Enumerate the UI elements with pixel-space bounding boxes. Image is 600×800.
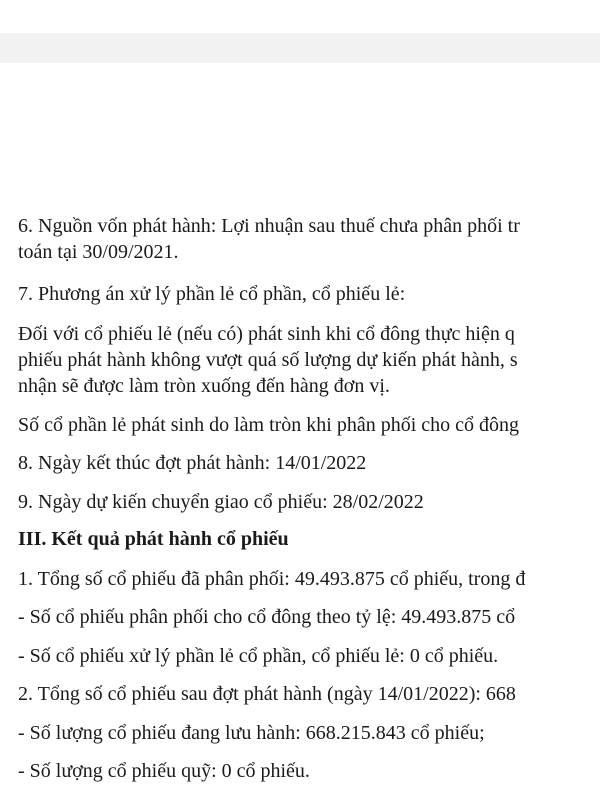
result-2-outstanding-shares: - Số lượng cổ phiếu đang lưu hành: 668.215.843 cổ phiếu; <box>18 722 485 744</box>
section-7-title: 7. Phương án xử lý phần lẻ cổ phần, cổ phiếu lẻ: <box>18 283 406 305</box>
odd-shares-sentence: Số cổ phần lẻ phát sinh do làm tròn khi phân phối cho cổ đông <box>18 414 520 436</box>
section-7-paragraph-line-2: phiếu phát hành không vượt quá số lượng dự kiến phát hành, s <box>18 349 518 371</box>
section-iii-heading: III. Kết quả phát hành cổ phiếu <box>18 528 289 550</box>
result-2-treasury-shares: - Số lượng cổ phiếu quỹ: 0 cổ phiếu. <box>18 760 310 782</box>
section-6-continuation: toán tại 30/09/2021. <box>18 241 179 263</box>
result-1-distributed-by-ratio: - Số cổ phiếu phân phối cho cổ đông theo tỷ lệ: 49.493.875 cổ <box>18 606 516 628</box>
result-1-odd-shares: - Số cổ phiếu xử lý phần lẻ cổ phần, cổ phiếu lẻ: 0 cổ phiếu. <box>18 645 499 667</box>
section-7-paragraph-line-3: nhận sẽ được làm tròn xuống đến hàng đơn vị. <box>18 375 390 397</box>
result-2-total-after-issuance: 2. Tổng số cổ phiếu sau đợt phát hành (ngày 14/01/2022): 668 <box>18 683 516 705</box>
section-9-transfer-date: 9. Ngày dự kiến chuyển giao cổ phiếu: 28/02/2022 <box>18 491 424 513</box>
section-6-source-of-capital: 6. Nguồn vốn phát hành: Lợi nhuận sau thuế chưa phân phối tr <box>18 215 520 237</box>
section-7-paragraph-line-1: Đối với cổ phiếu lẻ (nếu có) phát sinh khi cổ đông thực hiện q <box>18 323 515 345</box>
result-1-total-distributed: 1. Tổng số cổ phiếu đã phân phối: 49.493.875 cổ phiếu, trong đ <box>18 568 526 590</box>
section-8-end-date: 8. Ngày kết thúc đợt phát hành: 14/01/2022 <box>18 452 367 474</box>
